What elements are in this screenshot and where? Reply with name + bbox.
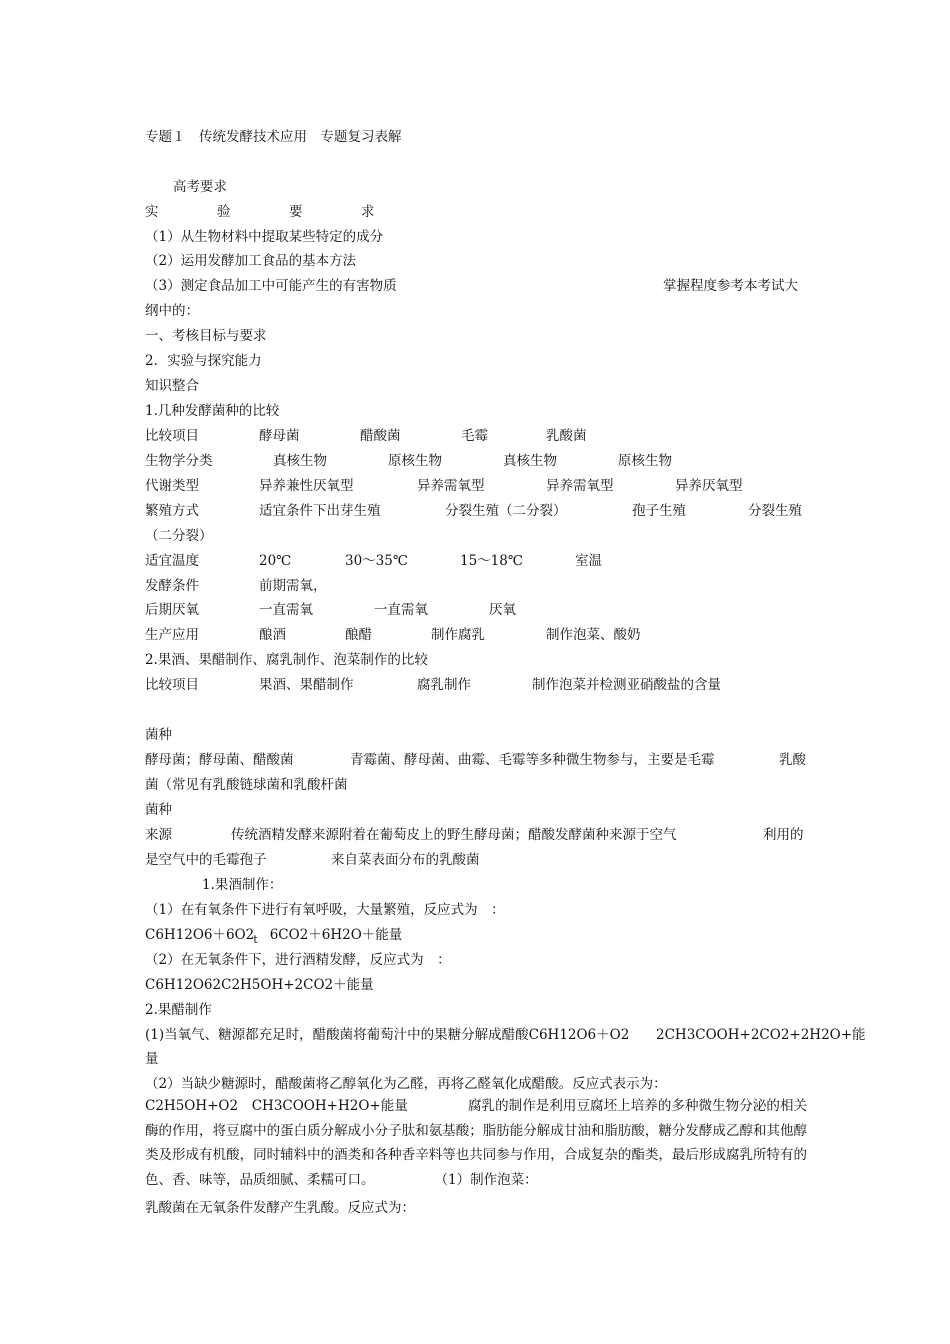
table-cell: 酿醋 bbox=[345, 627, 372, 643]
grasp-text-cont: 纲中的： bbox=[145, 303, 199, 319]
table-cell: 代谢类型 bbox=[145, 478, 199, 494]
table-cell: 传统酒精发酵来源附着在葡萄皮上的野生酵母菌；醋酸发酵菌种来源于空气 bbox=[231, 827, 677, 843]
table-cell: 酵母菌 bbox=[259, 428, 300, 444]
table-cell-cont: 是空气中的毛霉孢子 bbox=[145, 852, 267, 868]
shiyan-char-3: 要 bbox=[289, 204, 303, 220]
table-cell: 比较项目 bbox=[145, 677, 199, 693]
vinegar-step-2: （2）当缺少糖源时，醋酸菌将乙醇氧化为乙醛，再将乙醛氧化成醋酸。反应式表示为： bbox=[145, 1076, 667, 1092]
table-cell: 醋酸菌 bbox=[360, 428, 401, 444]
table-cell: 15～18℃ bbox=[460, 553, 523, 569]
table-cell: 利用的 bbox=[763, 827, 804, 843]
table-cell: 来源 bbox=[145, 827, 172, 843]
ability-heading: 2．实验与探究能力 bbox=[145, 353, 262, 369]
table-cell: 比较项目 bbox=[145, 428, 199, 444]
wine-heading: 1.果酒制作： bbox=[202, 877, 283, 893]
table-cell: 室温 bbox=[575, 553, 602, 569]
table-cell: 一直需氧 bbox=[374, 602, 428, 618]
shiyan-char-4: 求 bbox=[361, 204, 375, 220]
table-cell: 分裂生殖（二分裂） bbox=[445, 503, 567, 519]
vinegar-step-1-cont: 量 bbox=[145, 1051, 159, 1067]
vinegar-step-1: (1)当氧气、糖源都充足时，醋酸菌将葡萄汁中的果糖分解成醋酸C6H12O6＋O2 bbox=[145, 1027, 630, 1043]
wine-step-2: （2）在无氧条件下，进行酒精发酵，反应式为 ： bbox=[145, 952, 451, 968]
table-cell: 异养兼性厌氧型 bbox=[259, 478, 354, 494]
lactic-acid-text: 乳酸菌在无氧条件发酵产生乳酸。反应式为： bbox=[145, 1200, 415, 1216]
table-cell: 原核生物 bbox=[388, 453, 442, 469]
table-cell: 毛霉 bbox=[461, 428, 488, 444]
table-cell: 制作腐乳 bbox=[431, 627, 485, 643]
table2-source-label: 菌种 bbox=[145, 802, 172, 818]
table-cell: 厌氧 bbox=[489, 602, 516, 618]
table-cell: 发酵条件 bbox=[145, 578, 199, 594]
table-cell: 分裂生殖 bbox=[748, 503, 802, 519]
vinegar-heading: 2.果醋制作 bbox=[145, 1002, 212, 1018]
table-cell: 异养需氧型 bbox=[417, 478, 485, 494]
furu-paragraph bbox=[145, 1094, 807, 1192]
table-cell-cont: （二分裂） bbox=[145, 528, 213, 544]
table-cell: 乳酸菌 bbox=[546, 428, 587, 444]
table-cell: 适宜条件下出芽生殖 bbox=[259, 503, 381, 519]
equation-part: 6CO2＋6H2O＋能量 bbox=[269, 927, 403, 943]
table-cell: 真核生物 bbox=[503, 453, 557, 469]
exam-requirements-heading: 高考要求 bbox=[173, 179, 227, 195]
table-cell: 适宜温度 bbox=[145, 553, 199, 569]
table-cell: 制作泡菜并检测亚硝酸盐的含量 bbox=[532, 677, 721, 693]
table-cell: 酵母菌；酵母菌、醋酸菌 bbox=[145, 752, 294, 768]
goal-heading: 一、考核目标与要求 bbox=[145, 328, 267, 344]
shiyan-char-1: 实 bbox=[145, 204, 159, 220]
table2-strain-label: 菌种 bbox=[145, 727, 172, 743]
table-cell: 异养需氧型 bbox=[546, 478, 614, 494]
table-cell: 青霉菌、酵母菌、曲霉、毛霉等多种微生物参与，主要是毛霉 bbox=[350, 752, 715, 768]
wine-equation-2: C6H12O62C2H5OH+2CO2＋能量 bbox=[145, 977, 374, 993]
exam-item-1: （1）从生物材料中提取某些特定的成分 bbox=[145, 229, 384, 245]
exam-item-3: （3）测定食品加工中可能产生的有害物质 bbox=[145, 278, 397, 294]
table-cell: 乳酸 bbox=[779, 752, 806, 768]
table-cell: 腐乳制作 bbox=[417, 677, 471, 693]
table2-heading: 2.果酒、果醋制作、腐乳制作、泡菜制作的比较 bbox=[145, 652, 428, 668]
table-cell: 生产应用 bbox=[145, 627, 199, 643]
knowledge-heading: 知识整合 bbox=[145, 378, 199, 394]
pickle-heading: （1）制作泡菜： bbox=[434, 1171, 538, 1188]
table-cell: 一直需氧 bbox=[259, 602, 313, 618]
table-cell: 原核生物 bbox=[618, 453, 672, 469]
table-cell: 繁殖方式 bbox=[145, 503, 199, 519]
table-cell-cont: 来自菜表面分布的乳酸菌 bbox=[331, 852, 480, 868]
table-cell: 果酒、果醋制作 bbox=[259, 677, 354, 693]
table-cell: 20℃ bbox=[259, 553, 292, 569]
equation-mark: t bbox=[253, 933, 258, 946]
table-cell: 真核生物 bbox=[273, 453, 327, 469]
shiyan-char-2: 验 bbox=[217, 204, 231, 220]
table-cell: 异养厌氧型 bbox=[675, 478, 743, 494]
furu-text: 腐乳的制作是利用豆腐坯上培养的多种微生物分泌的相关酶的作用，将豆腐中的蛋白质分解成小分子肽和氨基酸；脂肪能分解成甘油和脂肪酸，糖分发酵成乙醇和其他醇类及形成有机酸，同时辅料中的酒类和各种香辛料等也共同参与作用，合成复杂的酯类，最后形成腐乳所特有的色、香、味等，品质细腻、柔糯可口。 bbox=[145, 1098, 808, 1188]
table-cell: 制作泡菜、酸奶 bbox=[546, 627, 641, 643]
table-cell-cont: 菌（常见有乳酸链球菌和乳酸杆菌 bbox=[145, 777, 348, 793]
doc-title: 专题１ 传统发酵技术应用 专题复习表解 bbox=[145, 129, 402, 145]
table-cell: 孢子生殖 bbox=[632, 503, 686, 519]
exam-item-2: （2）运用发酵加工食品的基本方法 bbox=[145, 253, 357, 269]
table-cell: 前期需氧， bbox=[259, 578, 327, 594]
table-cell: 生物学分类 bbox=[145, 453, 213, 469]
equation-part: C6H12O6＋6O2 bbox=[145, 927, 255, 943]
table1-heading: 1.几种发酵菌种的比较 bbox=[145, 403, 280, 419]
table-cell: 酿酒 bbox=[259, 627, 286, 643]
wine-equation-1 bbox=[145, 926, 402, 945]
vinegar-step-1-equation: 2CH3COOH+2CO2+2H2O+能 bbox=[656, 1027, 866, 1043]
table-cell: 后期厌氧 bbox=[145, 602, 199, 618]
vinegar-equation: C2H5OH+O2 CH3COOH+H2O+能量 bbox=[145, 1098, 408, 1114]
grasp-text: 掌握程度参考本考试大 bbox=[663, 278, 798, 294]
wine-step-1: （1）在有氧条件下进行有氧呼吸，大量繁殖，反应式为 ： bbox=[145, 902, 505, 918]
table-cell: 30～35℃ bbox=[345, 553, 408, 569]
